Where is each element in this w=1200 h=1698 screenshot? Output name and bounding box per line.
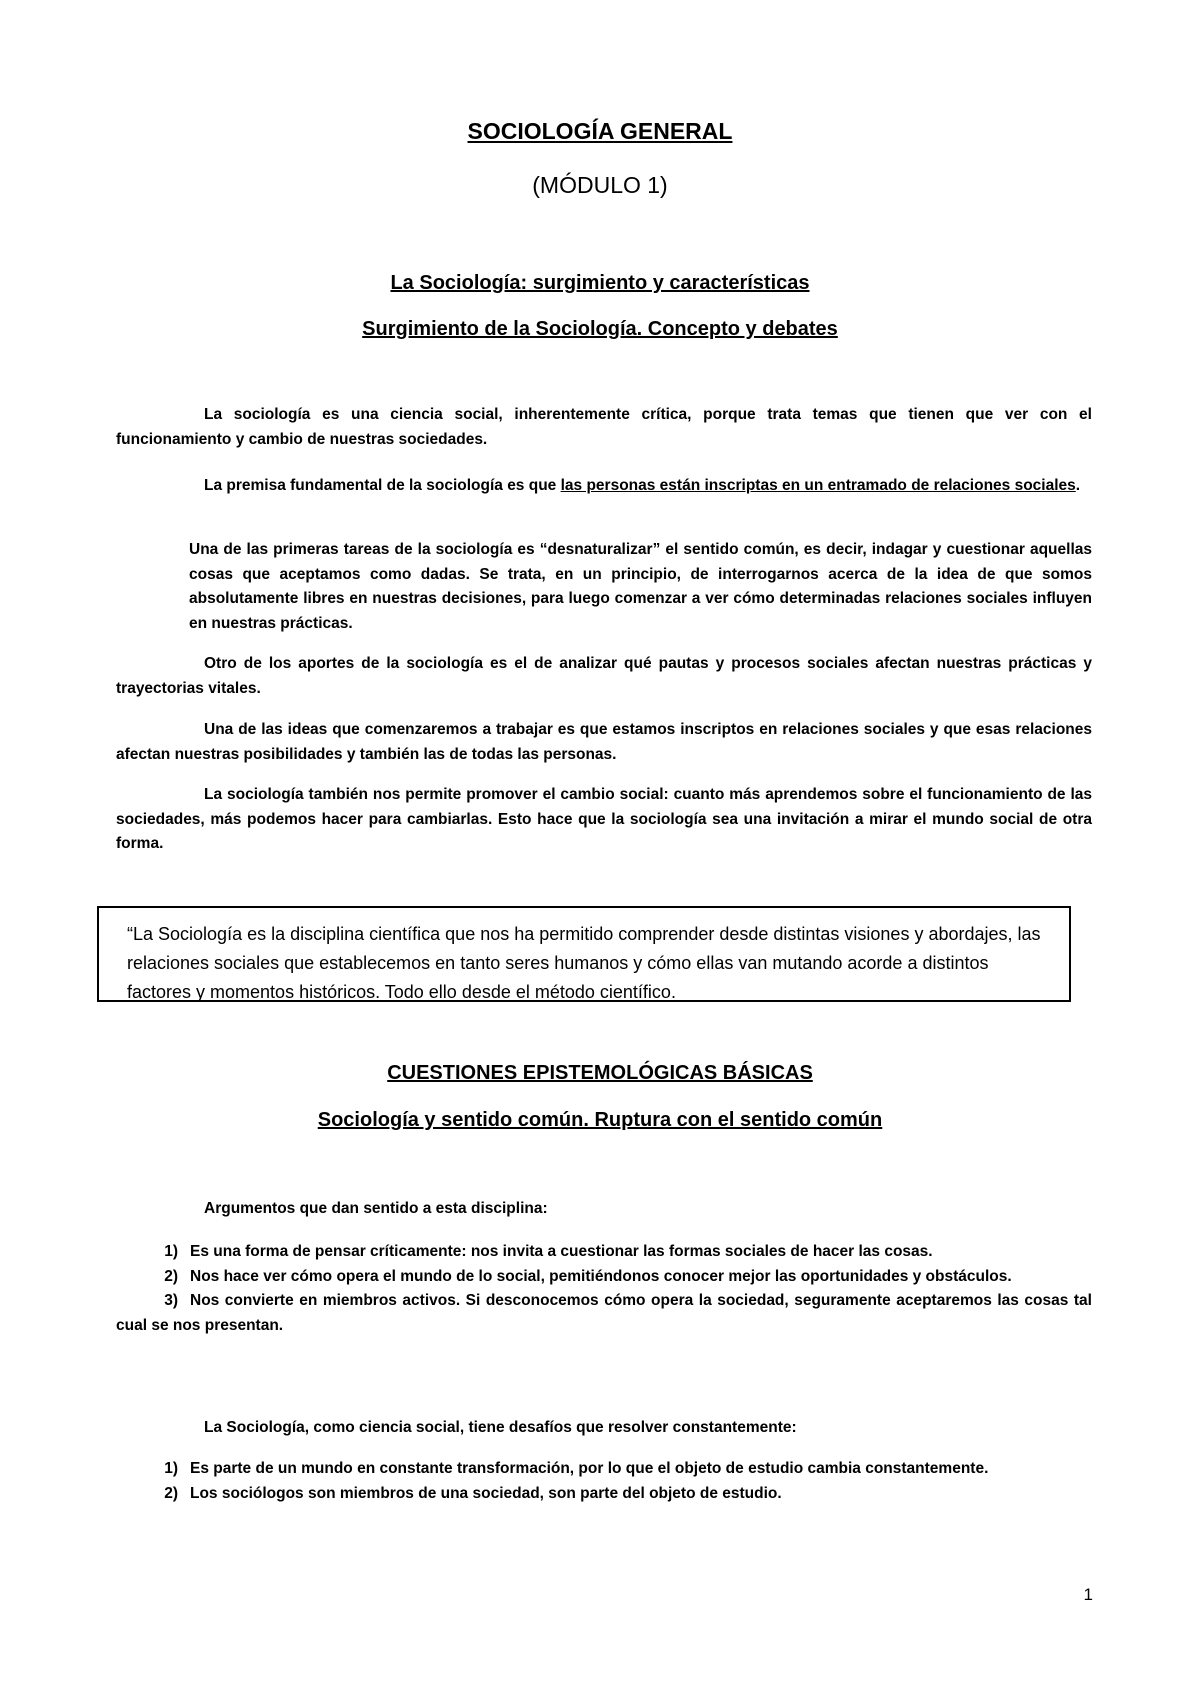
- challenges-intro: La Sociología, como ciencia social, tiene desafíos que resolver constantemente:: [204, 1419, 797, 1436]
- list-item-number: 2): [164, 1484, 178, 1502]
- list-item: [116, 1240, 1092, 1265]
- list-item-number: 2): [164, 1267, 178, 1285]
- section-2-heading: CUESTIONES EPISTEMOLÓGICAS BÁSICAS: [387, 1062, 813, 1084]
- paragraph-5: Una de las ideas que comenzaremos a trabajar es que estamos inscriptos en relaciones sociales y que esas relaciones afectan nuestras posibilidades y también las de todas las personas.: [116, 721, 1092, 763]
- paragraph-2-start: La premisa fundamental de la sociología es que: [204, 477, 561, 494]
- challenges-list: [116, 1457, 1092, 1506]
- list-item: [116, 1482, 1092, 1507]
- list-item: [116, 1289, 1092, 1338]
- list-item-number: 3): [164, 1292, 178, 1309]
- document-subtitle: (MÓDULO 1): [532, 172, 668, 198]
- paragraph-4: Otro de los aportes de la sociología es el de analizar qué pautas y procesos sociales afectan nuestras prácticas y trayectorias vitales.: [116, 655, 1092, 697]
- list-item-text: Nos hace ver cómo opera el mundo de lo social, pemitiéndonos conocer mejor las oportunidades y obstáculos.: [190, 1267, 1012, 1285]
- paragraph-3: Una de las primeras tareas de la sociología es “desnaturalizar” el sentido común, es decir, indagar y cuestionar aquellas cosas que aceptamos como dadas. Se trata, en un principio, de interrogarnos acerca de la idea de que somos absolutamente libres en nuestras decisiones, para luego comenzar a ver cómo determinadas relaciones sociales influyen en nuestras prácticas.: [189, 541, 1092, 632]
- paragraph-6: La sociología también nos permite promover el cambio social: cuanto más aprendemos sobre el funcionamiento de las sociedades, más podemos hacer para cambiarlas. Esto hace que la sociología sea una invitación a mirar el mundo social de otra forma.: [116, 786, 1092, 852]
- paragraph-2-end: .: [1075, 477, 1081, 494]
- page-number: 1: [1083, 1585, 1093, 1604]
- section-1-heading: La Sociología: surgimiento y características: [390, 272, 810, 294]
- list-item-number: 1): [164, 1460, 178, 1477]
- list-item-text: Es parte de un mundo en constante transformación, por lo que el objeto de estudio cambia constantemente.: [190, 1460, 989, 1477]
- list-item-text: Nos convierte en miembros activos. Si desconocemos cómo opera la sociedad, seguramente aceptaremos las cosas tal cual se nos presentan.: [116, 1292, 1092, 1334]
- definition-quote: “La Sociología es la disciplina científica que nos ha permitido comprender desde distintas visiones y abordajes, las relaciones sociales que establecemos en tanto seres humanos y cómo ellas van mutando acorde a distintos factores y momentos históricos. Todo ello desde el método científico.: [127, 924, 1041, 1002]
- paragraph-2-underlined: las personas están inscriptas en un entramado de relaciones sociales: [560, 477, 1076, 494]
- list-item-text: Los sociólogos son miembros de una sociedad, son parte del objeto de estudio.: [190, 1484, 782, 1502]
- list-item: [116, 1265, 1092, 1290]
- list-item-number: 1): [164, 1243, 178, 1260]
- paragraph-1: La sociología es una ciencia social, inherentemente crítica, porque trata temas que tienen que ver con el funcionamiento y cambio de nuestras sociedades.: [116, 406, 1092, 448]
- arguments-list: [116, 1240, 1092, 1338]
- paragraph-2: [116, 474, 1092, 499]
- section-2-subheading: Sociología y sentido común. Ruptura con el sentido común: [317, 1109, 883, 1131]
- arguments-intro: Argumentos que dan sentido a esta disciplina:: [204, 1200, 548, 1217]
- definition-quote-box: [97, 906, 1071, 1002]
- list-item-text: Es una forma de pensar críticamente: nos invita a cuestionar las formas sociales de hacer las cosas.: [190, 1243, 933, 1260]
- document-title: SOCIOLOGÍA GENERAL: [467, 118, 733, 144]
- section-1-subheading: Surgimiento de la Sociología. Concepto y debates: [362, 318, 838, 340]
- list-item: [116, 1457, 1092, 1482]
